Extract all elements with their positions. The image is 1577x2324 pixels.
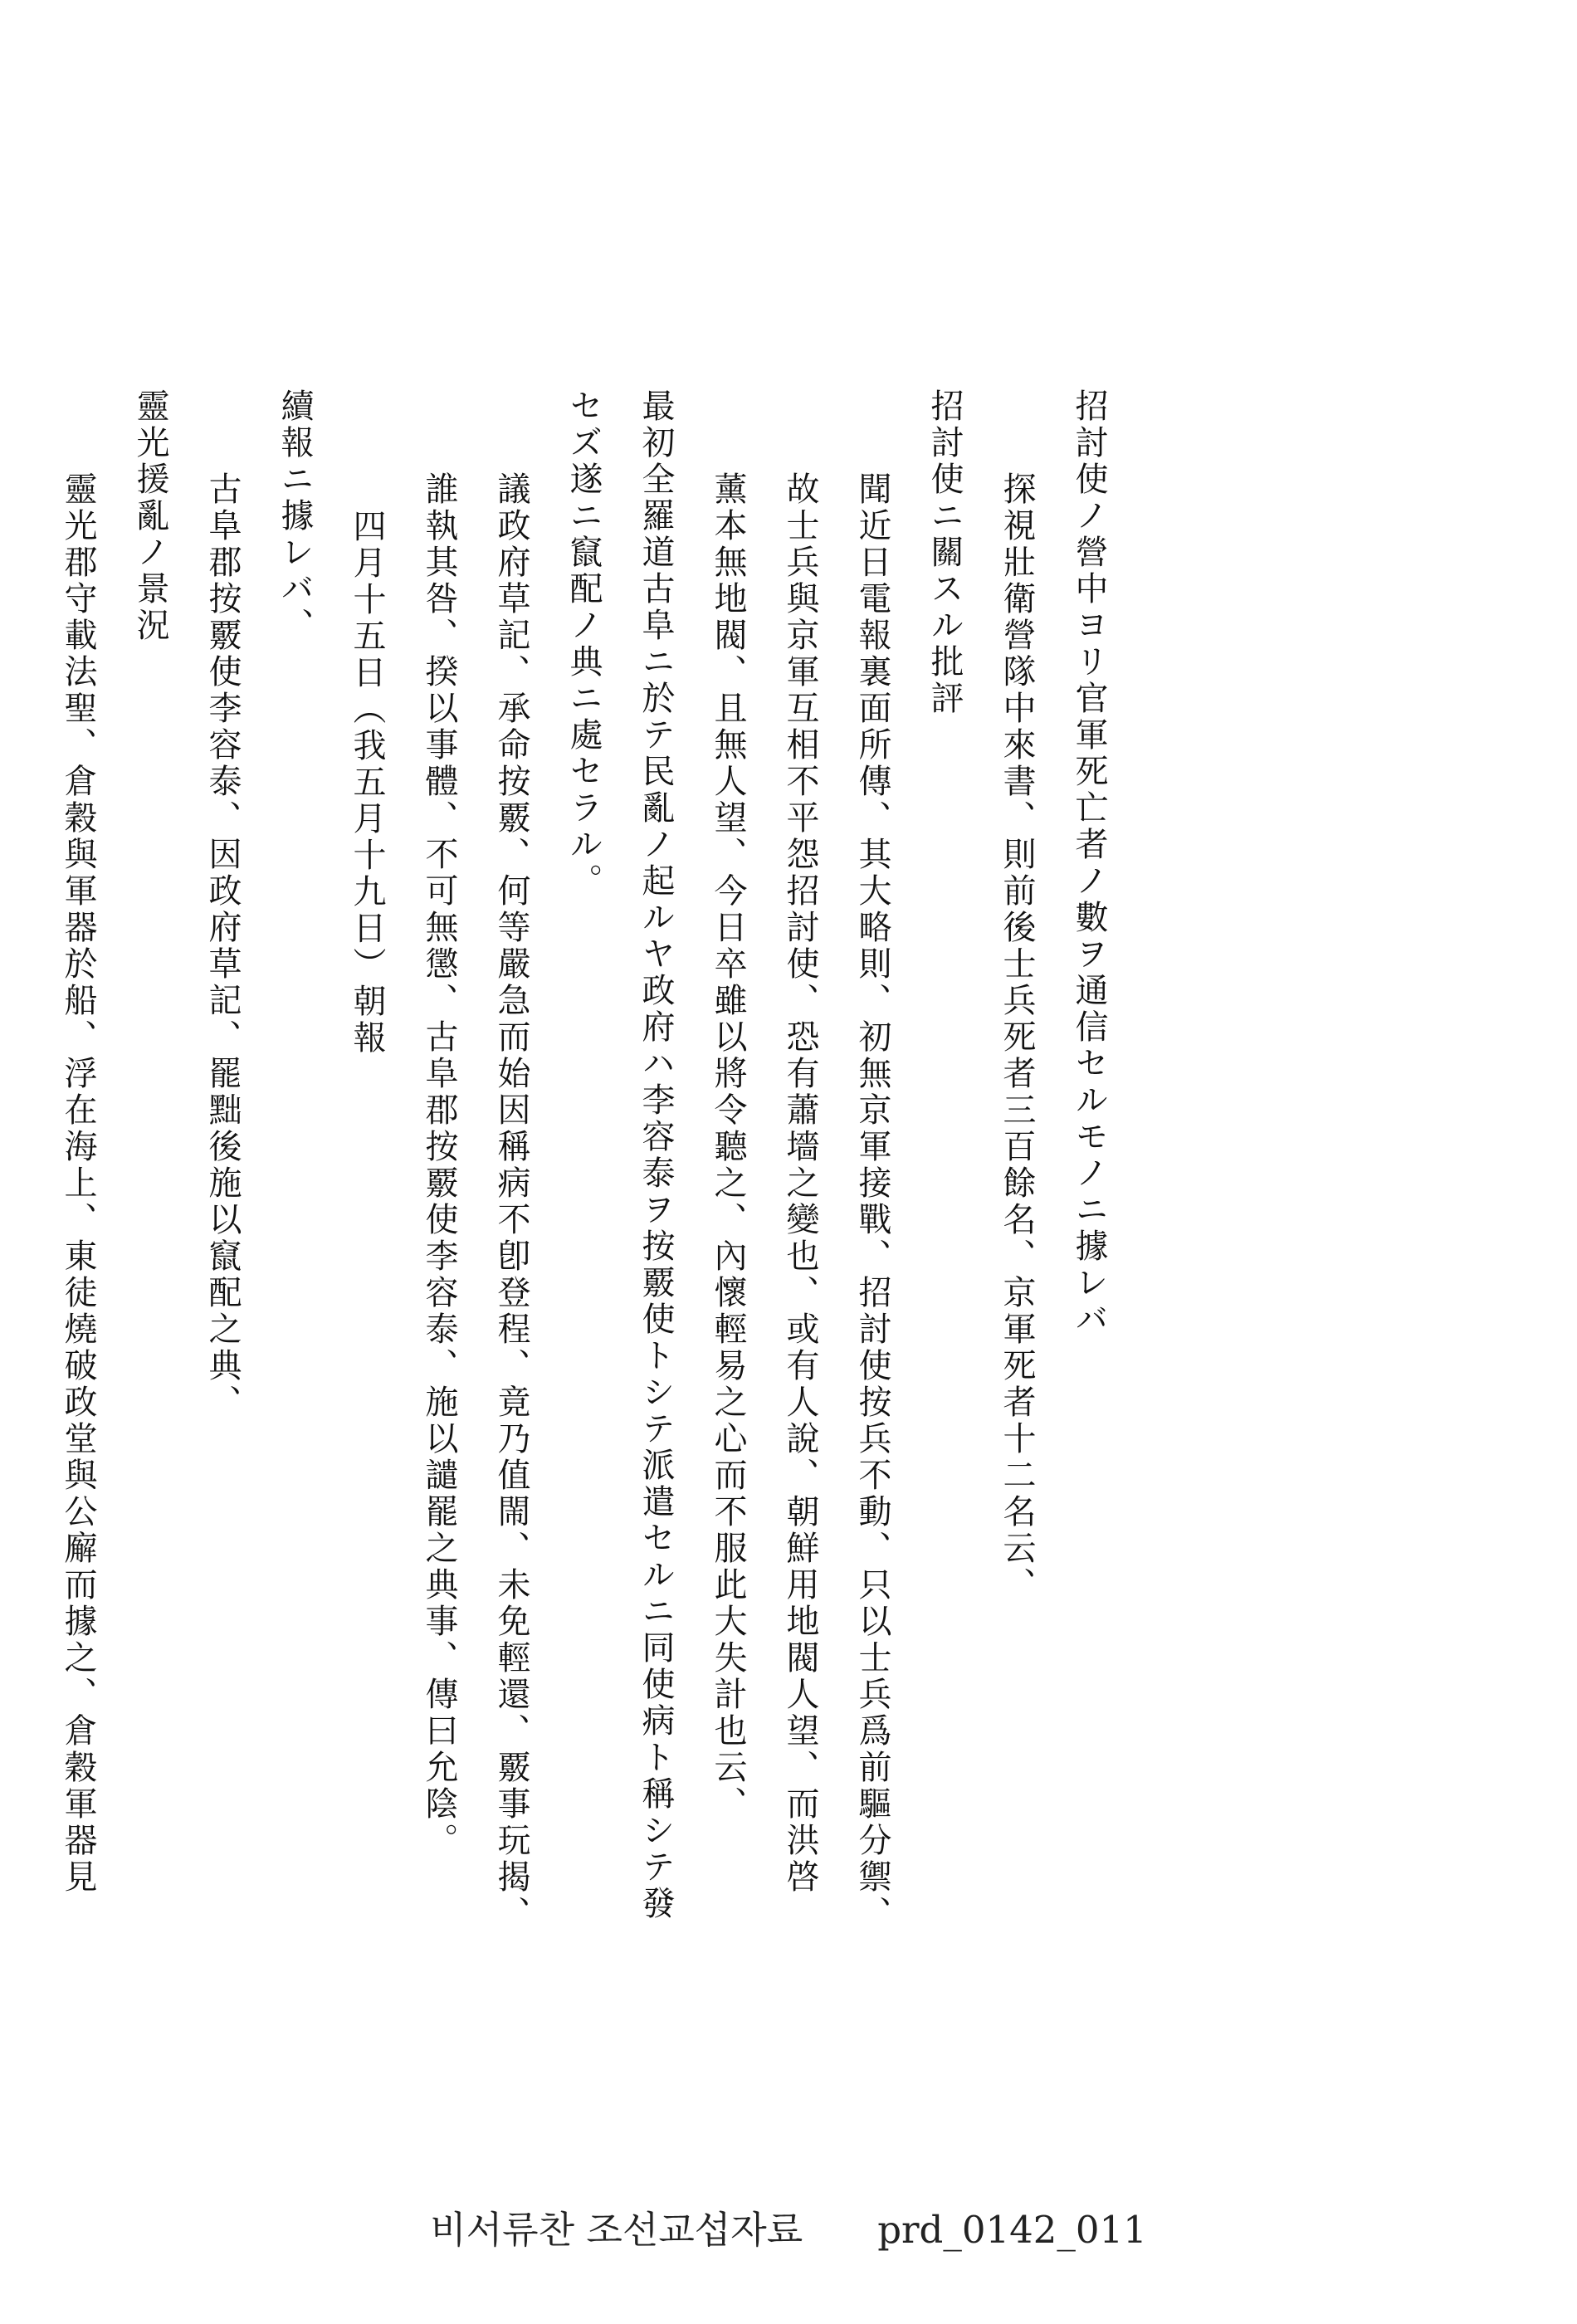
text-column: 議政府草記、承命按覈、何等嚴急而始因稱病不卽登程、竟乃值閙、未免輕還、覈事玩揭、	[492, 471, 530, 1932]
text-column: 薰本無地閥、且無人望、今日卒雖以將令聽之、內懷輕易之心而不服此大失計也云、	[709, 471, 747, 1823]
text-column: 靈光郡守載法聖、倉穀與軍器於船、浮在海上、東徒燒破政堂與公廨而據之、倉穀軍器見	[59, 471, 97, 1896]
text-column: 誰執其咎、揆以事體、不可無懲、古阜郡按覈使李容泰、施以譴罷之典事、傳曰允陰。	[420, 471, 458, 1859]
vertical-text-block	[42, 388, 1125, 1965]
text-column: 古阜郡按覈使李容泰、因政府草記、罷黜後施以竄配之典、	[203, 471, 242, 1421]
text-column: 故士兵與京軍互相不平怨招討使、恐有蕭墻之變也、或有人說、朝鮮用地閥人望、而洪啓	[781, 471, 819, 1896]
text-column: 四月十五日（我五月十九日）朝報	[348, 509, 386, 1057]
text-column: セズ遂ニ竄配ノ典ニ處セラル。	[564, 388, 603, 900]
text-column: 探視壯衛營隊中來書、則前後士兵死者三百餘名、京軍死者十二名云、	[998, 471, 1036, 1604]
page-footer	[0, 2200, 1577, 2253]
footer-title: 비서류찬 조선교섭자료	[430, 2208, 803, 2252]
text-column: 最初全羅道古阜ニ於テ民亂ノ起ルヤ政府ハ李容泰ヲ按覈使トシテ派遣セルニ同使病ト稱シテ發	[637, 388, 675, 1922]
text-column: 招討使ニ關スル批評	[925, 388, 964, 717]
text-column: 續報ニ據レバ、	[276, 388, 314, 644]
footer-doc-id: prd_0142_011	[877, 2208, 1147, 2252]
text-column: 招討使ノ營中ヨリ官軍死亡者ノ數ヲ通信セルモノニ據レバ	[1070, 388, 1108, 1338]
text-column: 聞近日電報裏面所傳、其大略則、初無京軍接戰、招討使按兵不動、只以士兵爲前驅分禦、	[853, 471, 891, 1932]
text-column: 靈光援亂ノ景況	[131, 388, 169, 644]
